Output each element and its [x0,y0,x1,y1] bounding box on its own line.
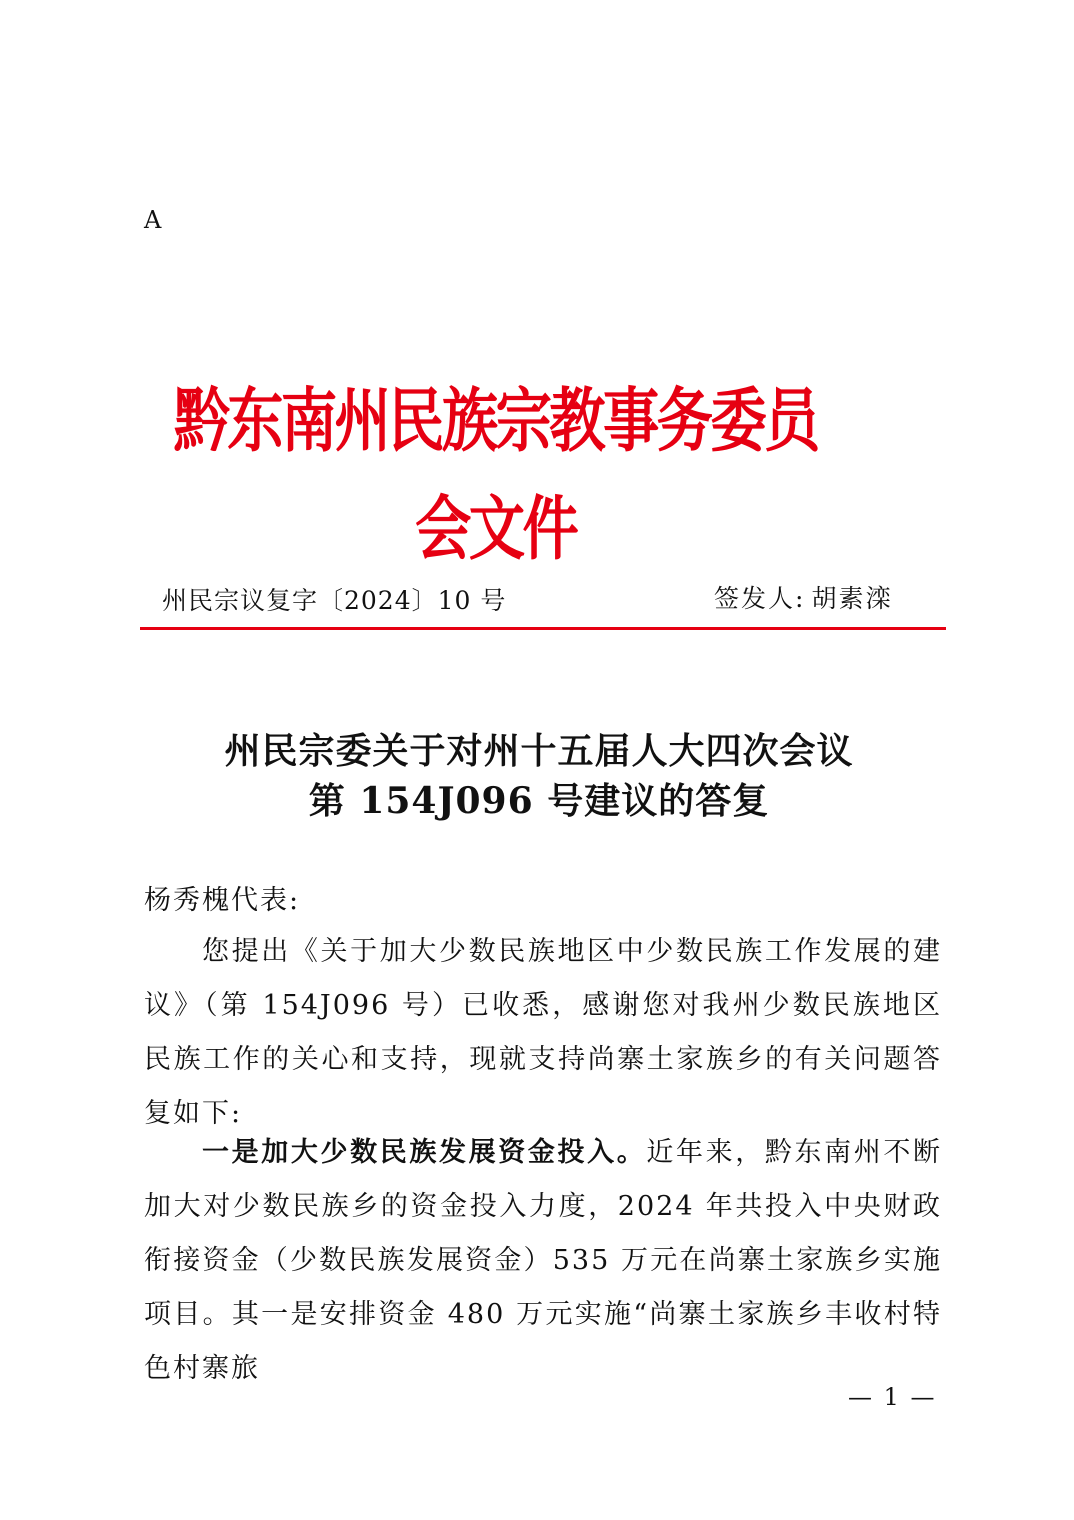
salutation: 杨秀槐代表: [144,885,301,916]
signer-block [714,582,892,616]
signer-name: 胡素滦 [811,584,893,613]
classification-mark: A [144,206,162,234]
paragraph-2-text: 近年来，黔东南州不断加大对少数民族乡的资金投入力度，2024 年共投入中央财政衔接资金（少数民族发展资金）535 万元在尚寨土家族乡实施项目。其一是安排资金 480 万元实施“尚寨土家族乡丰收村特色村寨旅 [144,1137,942,1384]
document-title-line-2: 第 154J096 号建议的答复 [308,780,770,822]
page-number: — 1 — [848,1383,937,1411]
signer-label: 签发人: [714,584,806,613]
document-title-line-1: 州民宗委关于对州十五届人大四次会议 [224,730,854,772]
document-number: 州民宗议复字〔2024〕10 号 [162,586,507,615]
paragraph-2-lead: 一是加大少数民族发展资金投入。 [202,1137,647,1168]
body-paragraph-2 [144,1126,942,1396]
org-header-title: 黔东南州民族宗教事务委员会文件 [173,382,818,570]
red-divider-rule [140,627,946,630]
body-paragraph-1: 您提出《关于加大少数民族地区中少数民族工作发展的建议》（第 154J096 号）已收悉，感谢您对我州少数民族地区民族工作的关心和支持，现就支持尚寨土家族乡的有关问题答复如下: [144,936,942,1129]
